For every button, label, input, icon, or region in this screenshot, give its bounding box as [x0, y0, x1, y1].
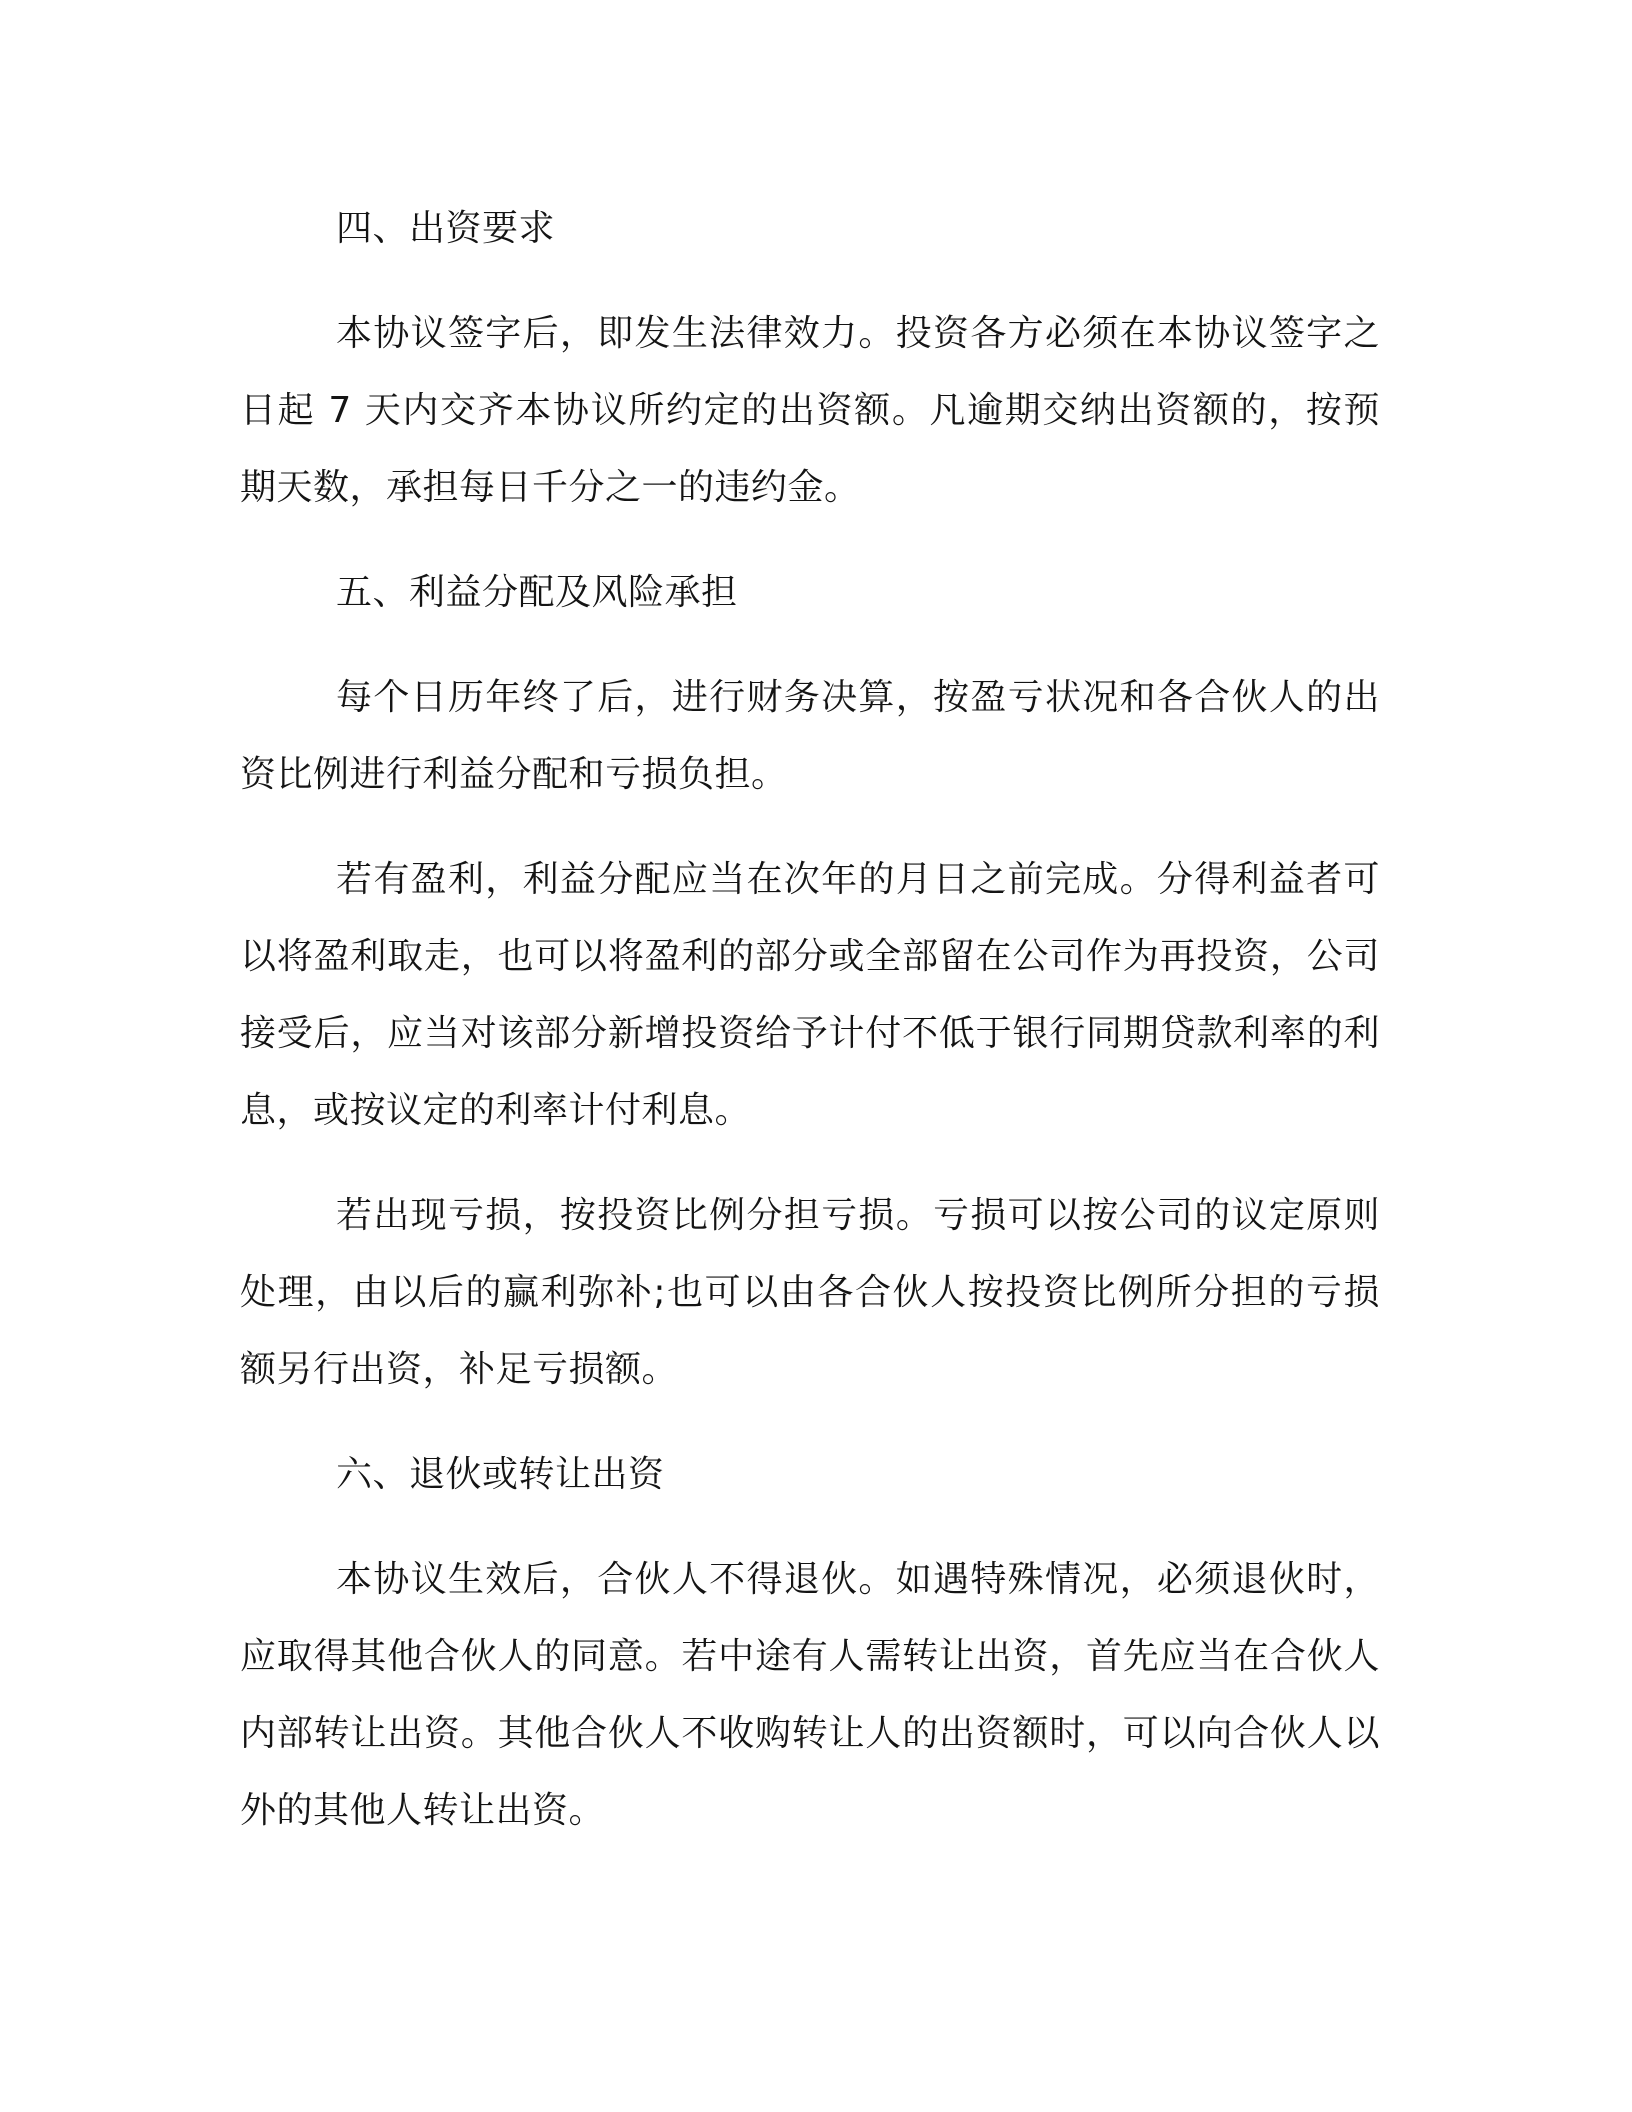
section-capital-requirements [240, 190, 1380, 526]
paragraph: 本协议签字后，即发生法律效力。投资各方必须在本协议签字之日起 7 天内交齐本协议所约定的出资额。凡逾期交纳出资额的，按预期天数，承担每日千分之一的违约金。 [240, 313, 1380, 508]
document-body [240, 190, 1380, 1877]
section-withdrawal-transfer [240, 1436, 1380, 1849]
section-heading: 五、利益分配及风险承担 [336, 572, 738, 613]
paragraph: 本协议生效后，合伙人不得退伙。如遇特殊情况，必须退伙时，应取得其他合伙人的同意。若中途有人需转让出资，首先应当在合伙人内部转让出资。其他合伙人不收购转让人的出资额时，可以向合伙人以外的其他人转让出资。 [240, 1559, 1380, 1831]
paragraph: 若出现亏损，按投资比例分担亏损。亏损可以按公司的议定原则处理，由以后的赢利弥补;也可以由各合伙人按投资比例所分担的亏损额另行出资，补足亏损额。 [240, 1195, 1380, 1390]
section-heading: 六、退伙或转让出资 [336, 1454, 665, 1495]
section-heading: 四、出资要求 [336, 208, 556, 249]
section-profit-and-risk [240, 554, 1380, 1408]
paragraph: 若有盈利，利益分配应当在次年的月日之前完成。分得利益者可以将盈利取走，也可以将盈利的部分或全部留在公司作为再投资，公司接受后，应当对该部分新增投资给予计付不低于银行同期贷款利率的利息，或按议定的利率计付利息。 [240, 859, 1380, 1131]
paragraph: 每个日历年终了后，进行财务决算，按盈亏状况和各合伙人的出资比例进行利益分配和亏损负担。 [240, 677, 1380, 795]
